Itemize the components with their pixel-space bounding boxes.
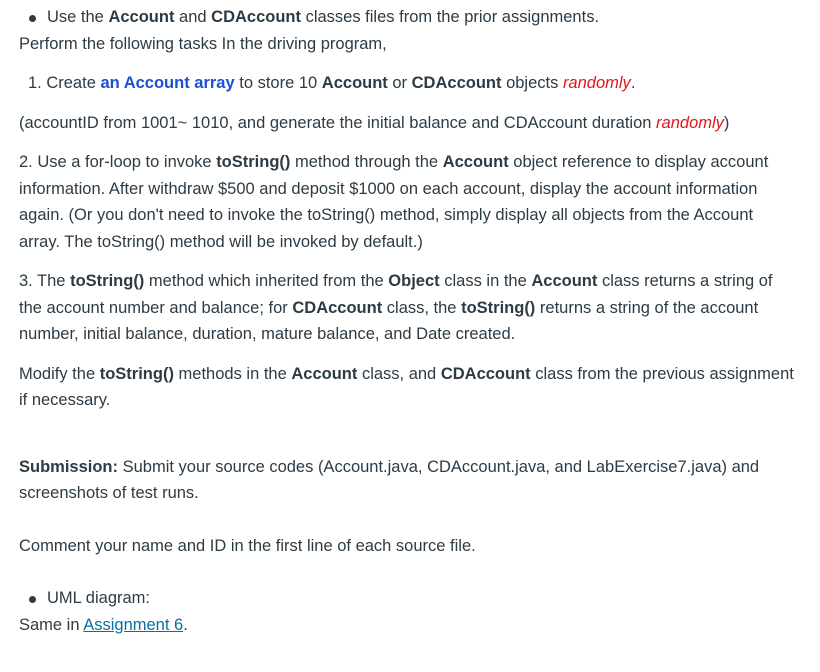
text: returns a string of the account number, initial balance, duration, mature balance, and Date created. — [19, 298, 759, 343]
text: to store 10 — [234, 74, 322, 92]
account-class-name: Account — [291, 364, 358, 383]
text: class, the — [382, 298, 462, 317]
assignment-content — [19, 4, 794, 638]
text: class, and — [357, 364, 441, 383]
text: . — [630, 74, 636, 92]
account-class-name: Account — [321, 74, 388, 92]
comment-instructions: Comment your name and ID in the first line of each source file. — [19, 536, 476, 555]
text: class from the previous assignment if necessary. — [19, 364, 794, 409]
text: object reference to display account information. After withdraw $500 and deposit $1000 on each account, display the account information again. (Or you don't need to invoke the toString() method, simply display all objects from the Account array. The toString() method will be invoked by default.) — [19, 153, 769, 251]
randomly-emphasis: randomly — [656, 113, 724, 132]
text: class in the — [439, 272, 532, 290]
tostring-method-name: toString() — [461, 298, 536, 317]
text: and — [174, 8, 212, 26]
text: ) — [723, 113, 730, 132]
text: (accountID from 1001~ 1010, and generate the initial balance and CDAccount duration — [19, 113, 657, 132]
assignment-6-link[interactable]: Assignment 6 — [83, 615, 184, 634]
object-class-name: Object — [388, 272, 440, 290]
submission-label: Submission: — [19, 457, 119, 476]
perform-tasks-intro: Perform the following tasks In the driving program, — [19, 34, 387, 53]
text: class returns a string of the account number and balance; for — [19, 272, 773, 317]
text: 3. The — [19, 272, 71, 290]
text: method through the — [290, 153, 443, 171]
text: objects — [501, 74, 563, 92]
text: Same in — [19, 615, 84, 634]
text: 2. Use a for-loop to invoke — [19, 153, 217, 171]
text: 1. Create — [28, 74, 101, 92]
modify-instructions — [19, 361, 794, 414]
cdaccount-class-name: CDAccount — [292, 298, 383, 317]
task-2 — [19, 149, 794, 255]
account-class-name: Account — [108, 8, 175, 26]
task-1-note — [19, 110, 794, 137]
cdaccount-class-name: CDAccount — [411, 74, 502, 92]
tostring-method-name: toString() — [99, 364, 174, 383]
task-1 — [19, 70, 794, 97]
submission-instructions — [19, 454, 794, 507]
text: methods in the — [173, 364, 292, 383]
text: or — [387, 74, 412, 92]
text: Use the — [47, 8, 109, 26]
text: method which inherited from the — [144, 272, 389, 290]
tostring-method-name: toString() — [216, 153, 291, 171]
bullet-list-files — [19, 4, 794, 31]
bullet-list-uml — [19, 585, 794, 612]
account-class-name: Account — [531, 272, 598, 290]
bullet-item-uml: UML diagram: — [19, 585, 794, 612]
task-3 — [19, 268, 794, 348]
account-class-name: Account — [442, 153, 509, 171]
text: classes files from the prior assignments. — [301, 8, 600, 26]
text: Submit your source codes (Account.java, CDAccount.java, and LabExercise7.java) and screenshots of test runs. — [19, 457, 760, 502]
account-array-highlight: an Account array — [100, 74, 235, 92]
text: Modify the — [19, 364, 100, 383]
same-in-line — [19, 612, 794, 639]
randomly-emphasis: randomly — [562, 74, 631, 92]
tostring-method-name: toString() — [70, 272, 145, 290]
bullet-item-files — [19, 4, 794, 31]
text: . — [183, 615, 188, 634]
cdaccount-class-name: CDAccount — [440, 364, 531, 383]
cdaccount-class-name: CDAccount — [211, 8, 301, 26]
